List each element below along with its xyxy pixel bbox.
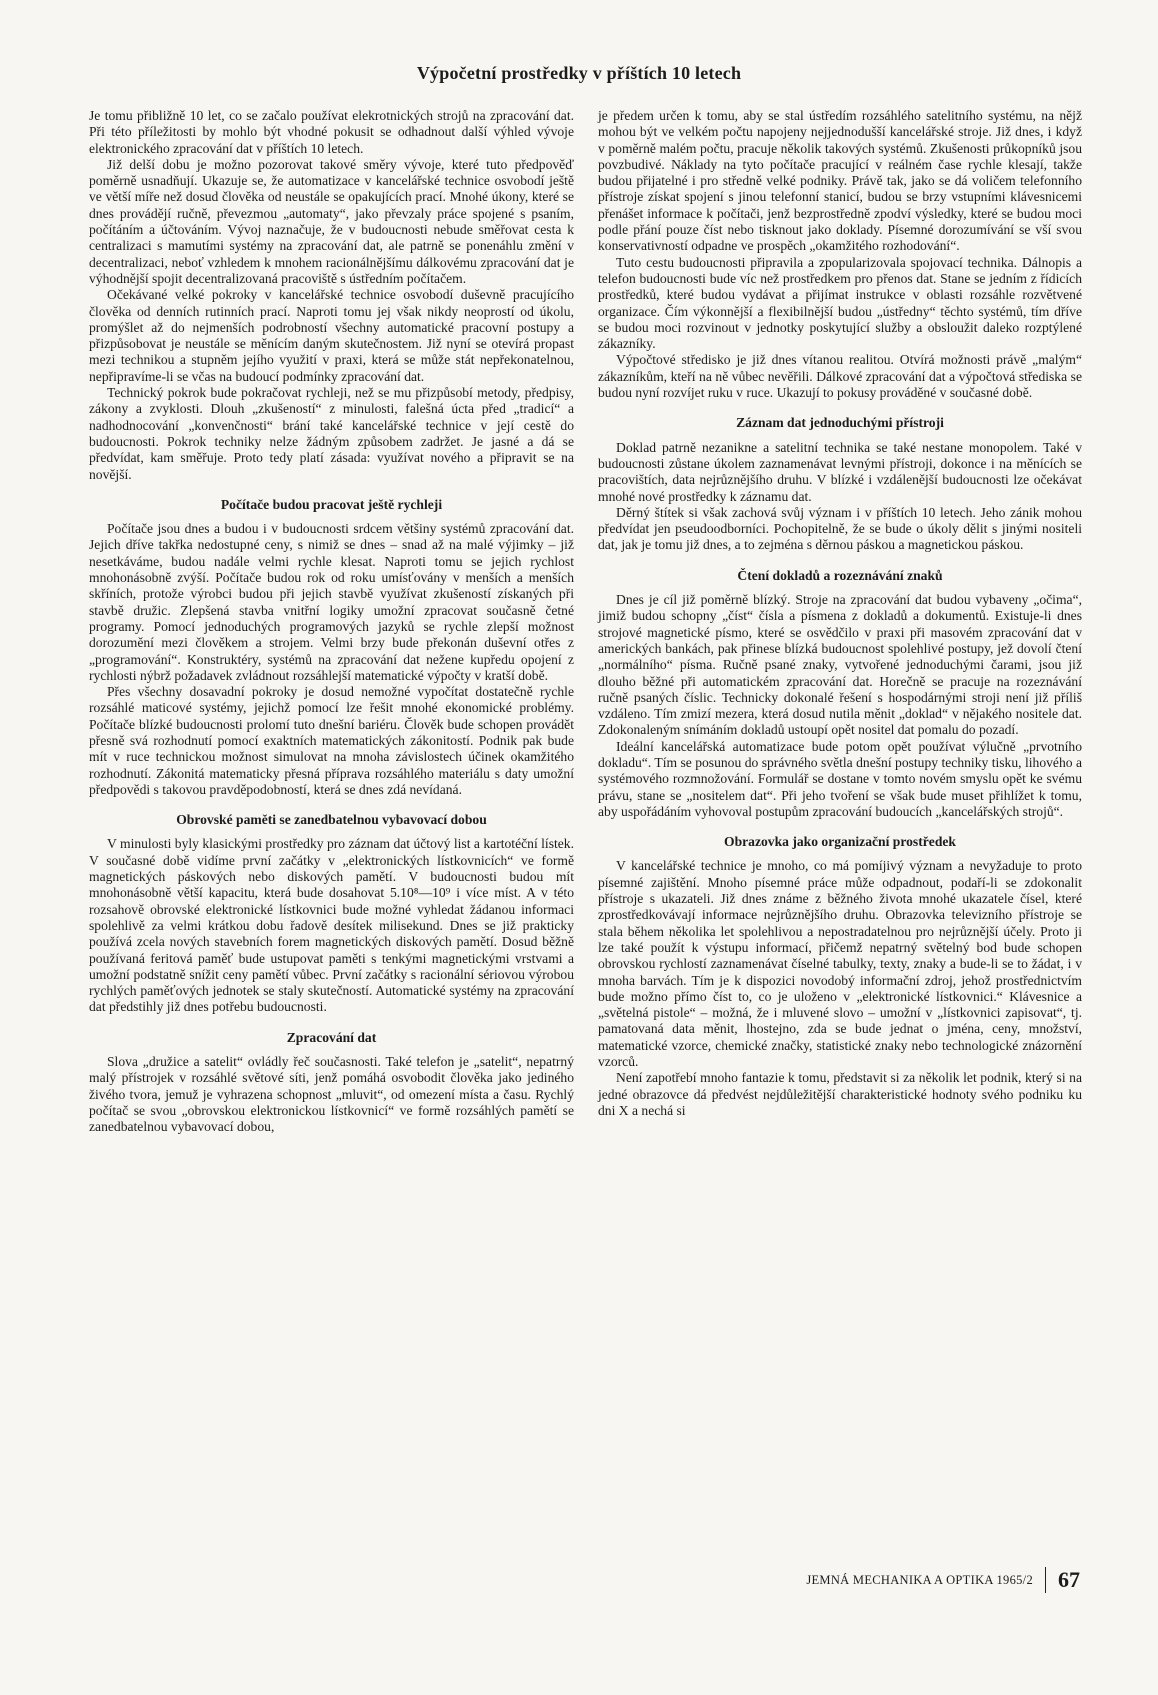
- section-heading: Obrovské paměti se zanedbatelnou vybavovací dobou: [176, 812, 487, 828]
- body-paragraph: V minulosti byly klasickými prostředky pro záznam dat účtový list a kartotéční lístek. V současné době vidíme první začátky v „elektronických lístkovnicích“ ve formě magnetických páskových nebo diskových pamětí. V budoucnosti budou mít mnohonásobně větší kapacitu, která bude dosahovat 5.10⁸—10⁹ i více míst. A v této rozsahově obrovské elektronické lístkovnici bude možné vyhledat žádanou informaci spolehlivě za velmi krátkou dobu řadově desítek milisekund. Dnes se již prakticky používá zcela nových stavebních forem magnetických diskových pamětí. Dosud běžně používaná feritová paměť bude ustupovat paměti s tenkými magnetickými vrstvami a umožní podstatně snížit ceny pamětí vůbec. První začátky s racionální sériovou výrobou rychlých paměťových jednotek se staly skutečností. Automatické systémy na zpracování dat předstihly již dnes potřebu budoucnosti.: [89, 836, 574, 1015]
- body-paragraph: V kancelářské technice je mnoho, co má pomíjivý význam a nevyžaduje to proto písemné zajištění. Mnoho písemné práce může odpadnout, podaří-li se zdokonalit přístroje s ukazateli. Již dnes známe z běžného života mnohé ukazatele čísel, které zprostředkovávají informace nejrůznějšího druhu. Obrazovka televizního přístroje se stala během několika let spolehlivou a nepostradatelnou pro nejrůznější účely. Proto ji lze také použít k výstupu informací, přičemž nepatrný světelný bod bude schopen obrovskou rychlostí zaznamenávat číselné tabulky, texty, znaky a bude-li se to žádat, i v mnoha barvách. Tím je k dispozici novodobý informační zdroj, jehož prostřednictvím bude možno přímo číst to, co je uloženo v „elektronické lístkovnici.“ Klávesnice a „světelná pistole“ – možná, že i mluvené slovo – umožní v „lístkovnici zapisovat“, tj. pamatovaná data měnit, lhostejno, zda se bude jednat o jména, ceny, množství, matematické vzorce, chemické značky, statistické znaky nebo technologické znázornění vzorců.: [598, 858, 1082, 1070]
- body-paragraph: Již delší dobu je možno pozorovat takové směry vývoje, které tuto předpověď poměrně usnadňují. Ukazuje se, že automatizace v kancelářské technice osvobodí ještě ve větší míře než dosud člověka od neustále se opakujících prací. Mnohé úkony, které se dnes provádějí ručně, převezmou „automaty“, jako převzaly práce spojené s psaním, počítáním a účtováním. Vývoj naznačuje, že v budoucnosti nebude směřovat cesta k centralizaci s mamutími systémy na zpracování dat, ale patrně se ponenáhlu změní v decentralizaci, neboť vzhledem k mnohem racionálnějšímu dálkovému zpracování dat je výhodnější spojit decentralizovaná pracoviště s ústředním počítačem.: [89, 156, 574, 286]
- body-paragraph: Přes všechny dosavadní pokroky je dosud nemožné vypočítat dostatečně rychle rozsáhlé maticové systémy, jejichž pomocí lze řešit mnohé ekonomické problémy. Počítače blízké budoucnosti prolomí tuto dnešní bariéru. Člověk bude schopen provádět přesně svá rozhodnutí pomocí exaktních matematických zákonitostí. Podnik pak bude mít v ruce technickou možnost simulovat na mnoha závislostech účinek okamžitého rozhodnutí. Zákonitá matematicky přesná příprava rozsáhlého materiálu s daty umožní předpovědi s takovou pravděpodobností, která se dnes zdá nevídaná.: [89, 684, 574, 797]
- section-heading: Počítače budou pracovat ještě rychleji: [220, 496, 443, 512]
- body-paragraph: Slova „družice a satelit“ ovládly řeč současnosti. Také telefon je „satelit“, nepatrný malý přístrojek v rozsáhlé světové síti, jenž pomáhá osvobodit člověka jako jediného živého tvora, jemuž je vyhrazena schopnost „mluvit“, od omezení místa a času. Rychlý počítač se svou „obrovskou elektronickou lístkovnicí“ ve formě rozsáhlých pamětí se zanedbatelnou vybavovací dobou,: [89, 1054, 574, 1135]
- left-column: [89, 108, 574, 1136]
- body-paragraph: Děrný štítek si však zachová svůj význam i v příštích 10 letech. Jeho zánik mohou předvídat jen pseudoodborníci. Pochopitelně, že se bude o úkoly dělit s jinými nositeli dat, jak je tomu již dnes, a to zejména s děrnou páskou a magnetickou páskou.: [598, 504, 1082, 553]
- section-heading: Záznam dat jednoduchými přístroji: [736, 415, 944, 431]
- body-paragraph: Doklad patrně nezanikne a satelitní technika se také nestane monopolem. Také v budoucnosti zůstane úkolem zaznamenávat levnými přístroji, dokonce i na měnících se pracovištích, data nejrůznějšího druhu. V blízké i vzdálenější budoucnosti lze očekávat mnohé nové prostředky k záznamu dat.: [598, 439, 1082, 504]
- body-paragraph: Je tomu přibližně 10 let, co se začalo používat elekrotnických strojů na zpracování dat. Při této příležitosti by mohlo být vhodné pokusit se odhadnout další výhled vývoje elektronického zpracování dat v příštích 10 letech.: [89, 108, 574, 156]
- section-heading: Čtení dokladů a rozeznávání znaků: [737, 567, 943, 583]
- body-paragraph: je předem určen k tomu, aby se stal ústředím rozsáhlého satelitního systému, na nějž mohou být ve velkém počtu napojeny nejjednodušší kancelářské stroje. Již dnes, i když v poměrně malém počtu, pracuje několik takových systémů. Zkušenosti průkopníků jsou povzbudivé. Náklady na tyto počítače pracující v reálném čase rychle klesají, takže budou přijatelné i pro středně velké podniky. Právě tak, jako se dá voličem telefonního přístroje získat spojení s jinou telefonní stanicí, budou se brzy vstupními klávesnicemi přenášet informace k počítači, jenž bezprostředně zpodví výsledky, které se budou moci podle přání pouze číst nebo tisknout jako doklady. Písemné dorozumívání se vší svou konservativností odpadne ve prospěch „okamžitého rozhodování“.: [598, 108, 1082, 254]
- article-title: Výpočetní prostředky v příštích 10 letech: [416, 63, 742, 83]
- right-column: [598, 108, 1082, 1119]
- body-paragraph: Očekávané velké pokroky v kancelářské technice osvobodí duševně pracujícího člověka od denních rutinních prací. Naproti tomu jej však nikdy neoprostí od úkolu, promýšlet až do nejmenších podrobností všechny automatické pracovní postupy a přizpůsobovat je neustále se měnícím daným skutečnostem. Již nyní se otevírá propast mezi technikou a stupněm jejího využití v praxi, která se může stát nepřekonatelnou, nepřipravíme-li se včas na budoucí podmínky zpracování dat.: [89, 287, 574, 384]
- section-heading: Obrazovka jako organizační prostředek: [724, 834, 956, 850]
- page-number: 67: [1058, 1567, 1080, 1592]
- page-footer: [806, 1567, 1080, 1593]
- footer-divider: [1045, 1567, 1046, 1593]
- body-paragraph: Není zapotřebí mnoho fantazie k tomu, představit si za několik let podnik, který si na jedné obrazovce dá předvést nejdůležitější charakteristické hodnoty svého podniku ku dni X a nechá si: [598, 1070, 1082, 1118]
- body-paragraph: Ideální kancelářská automatizace bude potom opět používat výlučně „prvotního dokladu“. Tím se posunou do správného světla dnešní postupy techniky tisku, lihového a systémového rozmnožování. Formulář se dostane v tomto novém smyslu opět ke svému právu, stane se „nositelem dat“. Při jeho tvoření se však bude muset přihlížet k tomu, aby uspořádáním vyhovoval postupům zpracování budoucích „kancelářských strojů“.: [598, 738, 1082, 819]
- body-paragraph: Dnes je cíl již poměrně blízký. Stroje na zpracování dat budou vybaveny „očima“, jimiž budou schopny „číst“ čísla a písmena z dokladů a dokumentů. Existuje-li dnes strojové magnetické písmo, které se osvědčilo v praxi při masovém zpracování dat v amerických bankách, pak přinese blízká budoucnost spolehlivé postupy, jež dovolí čtení „normálního“ písma. Ručně psané znaky, vytvořené jednoduchými čarami, jsou již dlouho běžné při automatickém zpracování dat. Horečně se pracuje na rozeznávání ručně psaných číslic. Technicky dokonalé řešení s hospodárnými stroji není již příliš vzdáleno. Tím zmizí mezera, která dosud nutila měnit „doklad“ v nějakého nositele dat. Zdokonaleným snímáním dokladů ustoupí opět nositel dat pomalu do pozadí.: [598, 592, 1082, 738]
- body-paragraph: Tuto cestu budoucnosti připravila a zpopularizovala spojovací technika. Dálnopis a telefon budoucnosti bude víc než prostředkem pro přenos dat. Stane se jedním z řídicích prostředků, které budou vydávat a přijímat instrukce v oblasti rozsáhle rozvětvené organizace. Čím výkonnější a flexibilnější budou „ústředny“ těchto systémů, tím dříve se budou moci rozvinout v jednotky poskytující služby a obsloužit daleko rozptýlené zákazníky.: [598, 254, 1082, 352]
- body-paragraph: Technický pokrok bude pokračovat rychleji, než se mu přizpůsobí metody, předpisy, zákony a zvyklosti. Dlouh „zkušeností“ z minulosti, falešná úcta před „tradicí“ a nadhodnocování „konvenčnosti“ brání také kancelářské technice v její cestě do budoucnosti. Pokrok techniky nelze žádným způsobem zadržet. Je jasné a dá se předvídat, kam směřuje. Proto tedy platí zásada: využívat nového a připravit se na novější.: [89, 385, 574, 482]
- body-paragraph: Počítače jsou dnes a budou i v budoucnosti srdcem většiny systémů zpracování dat. Jejich dříve takřka nedostupné ceny, s nimiž se dnes – snad až na malé výjimky – již nesetkáváme, budou nadále velmi rychle klesat. Naproti tomu se jejich rychlost mnohonásobně zvýší. Počítače budou rok od roku umísťovány v menších a menších skříních, protože výrobci budou při jejich stavbě využívat zkušeností získaných při stavbě družic. Zlepšená stavba vnitřní logiky umožní zpracovat současně četné programy. Pomocí jednoduchých programových jazyků se rychle zlepší možnost dorozumění mezi člověkem a strojem. Velmi brzy bude překonán duševní otřes z „programování“. Konstruktéry, systémů na zpracování dat nežene kupředu opojení z rychlosti nýbrž požadavek zvládnout rozsáhlejší matematické výpočty v kratší době.: [89, 521, 574, 683]
- body-paragraph: Výpočtové středisko je již dnes vítanou realitou. Otvírá možnosti právě „malým“ zákazníkům, kteří na ně vůbec nevěřili. Dálkové zpracování dat a výpočtová střediska se budou nyní rozvíjet ruku v ruce. Ukazují to pokusy prováděné v současné době.: [598, 352, 1082, 401]
- journal-name: JEMNÁ MECHANIKA A OPTIKA 1965/2: [806, 1572, 1033, 1587]
- section-heading: Zpracování dat: [286, 1029, 377, 1045]
